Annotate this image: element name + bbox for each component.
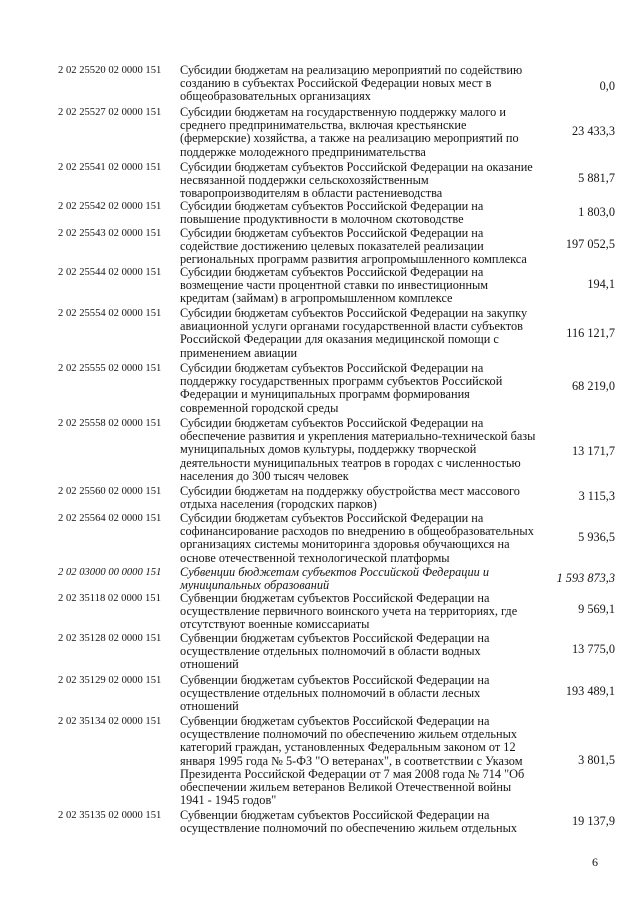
row-description: Субвенции бюджетам субъектов Российской Федерации на осуществление полномочий по обеспечению жильем отдельных категорий граждан, установленных Федеральным законом от 12 января 1995 года № 5-ФЗ "О ветеранах", в соответствии с Указом Президента Российской Федерации от 7 мая 2008 года № 714 "Об обеспечении жильем ветеранов Великой Отечественной войны 1941 - 1945 годов" <box>180 714 525 808</box>
row-description: Субвенции бюджетам субъектов Российской Федерации на осуществление первичного воинского учета на территориях, где отсутствуют военные комиссариаты <box>180 591 518 632</box>
budget-code: 2 02 35129 02 0000 151 <box>58 675 162 686</box>
row-amount: 193 489,1 <box>565 684 615 698</box>
row-amount: 13 171,7 <box>571 444 615 458</box>
row-amount: 194,1 <box>587 277 615 291</box>
row-description: Субвенции бюджетам субъектов Российской Федерации на осуществление отдельных полномочий в области лесных отношений <box>180 673 490 714</box>
row-amount: 23 433,3 <box>571 124 615 138</box>
budget-code: 2 02 25560 02 0000 151 <box>58 486 162 497</box>
budget-code: 2 02 25527 02 0000 151 <box>58 107 162 118</box>
row-description: Субвенции бюджетам субъектов Российской Федерации и муниципальных образований <box>180 565 489 593</box>
budget-code: 2 02 25558 02 0000 151 <box>58 418 162 429</box>
row-amount: 68 219,0 <box>571 379 615 393</box>
row-description: Субвенции бюджетам субъектов Российской Федерации на осуществление полномочий по обеспечению жильем отдельных <box>180 808 517 836</box>
budget-code: 2 02 35128 02 0000 151 <box>58 633 162 644</box>
row-amount: 19 137,9 <box>571 814 615 828</box>
row-amount: 1 593 873,3 <box>556 571 615 585</box>
row-description: Субсидии бюджетам субъектов Российской Федерации на обеспечение развития и укрепления материально-технической базы муниципальных домов культуры, поддержку творческой деятельности муниципальных театров в городах с численностью населения до 300 тысяч человек <box>180 416 536 483</box>
row-amount: 5 881,7 <box>578 171 615 185</box>
row-description: Субсидии бюджетам субъектов Российской Федерации на закупку авиационной услуги органами государственной власти субъектов Российской Федерации для оказания медицинской помощи с применением авиации <box>180 306 528 360</box>
budget-code: 2 02 25555 02 0000 151 <box>58 363 162 374</box>
row-amount: 116 121,7 <box>566 326 615 340</box>
row-description: Субсидии бюджетам на поддержку обустройства мест массового отдыха населения (городских парков) <box>180 484 520 512</box>
budget-code: 2 02 25544 02 0000 151 <box>58 267 162 278</box>
row-amount: 13 775,0 <box>571 642 615 656</box>
row-amount: 0,0 <box>599 79 615 93</box>
row-amount: 3 801,5 <box>578 753 615 767</box>
budget-code: 2 02 25543 02 0000 151 <box>58 228 162 239</box>
budget-code: 2 02 25542 02 0000 151 <box>58 201 162 212</box>
row-description: Субсидии бюджетам субъектов Российской Федерации на возмещение части процентной ставки по инвестиционным кредитам (займам) в агропромышленном комплексе <box>180 265 489 306</box>
budget-code: 2 02 03000 00 0000 151 <box>58 567 162 578</box>
row-amount: 1 803,0 <box>578 205 615 219</box>
budget-code: 2 02 25554 02 0000 151 <box>58 308 162 319</box>
budget-code: 2 02 25520 02 0000 151 <box>58 65 162 76</box>
row-amount: 3 115,3 <box>578 489 615 503</box>
budget-code: 2 02 35135 02 0000 151 <box>58 810 162 821</box>
row-description: Субсидии бюджетам субъектов Российской Федерации на повышение продуктивности в молочном скотоводстве <box>180 199 484 227</box>
row-description: Субсидии бюджетам субъектов Российской Федерации на поддержку государственных программ субъектов Российской Федерации и муниципальных программ формирования современной городской среды <box>180 361 503 415</box>
budget-code: 2 02 35134 02 0000 151 <box>58 716 162 727</box>
budget-code: 2 02 25541 02 0000 151 <box>58 162 162 173</box>
budget-code: 2 02 25564 02 0000 151 <box>58 513 162 524</box>
row-description: Субсидии бюджетам на реализацию мероприятий по содействию созданию в субъектах Российской Федерации новых мест в общеобразовательных организациях <box>180 63 523 104</box>
row-amount: 5 936,5 <box>578 530 615 544</box>
row-amount: 9 569,1 <box>578 602 615 616</box>
budget-code: 2 02 35118 02 0000 151 <box>58 593 161 604</box>
row-description: Субсидии бюджетам на государственную поддержку малого и среднего предпринимательства, включая крестьянские (фермерские) хозяйства, а также на реализацию мероприятий по поддержке молодежного предпринимательства <box>180 105 519 159</box>
page-number: 6 <box>592 855 598 869</box>
row-amount: 197 052,5 <box>565 237 615 251</box>
row-description: Субсидии бюджетам субъектов Российской Федерации на софинансирование расходов по внедрению в общеобразовательных организациях системы мониторинга здоровья обучающихся на основе отечественной технологической платформы <box>180 511 534 565</box>
row-description: Субвенции бюджетам субъектов Российской Федерации на осуществление отдельных полномочий в области водных отношений <box>180 631 490 672</box>
row-description: Субсидии бюджетам субъектов Российской Федерации на содействие достижению целевых показателей реализации региональных программ развития агропромышленного комплекса <box>180 226 527 267</box>
row-description: Субсидии бюджетам субъектов Российской Федерации на оказание несвязанной поддержки сельскохозяйственным товаропроизводителям в области растениеводства <box>180 160 533 201</box>
